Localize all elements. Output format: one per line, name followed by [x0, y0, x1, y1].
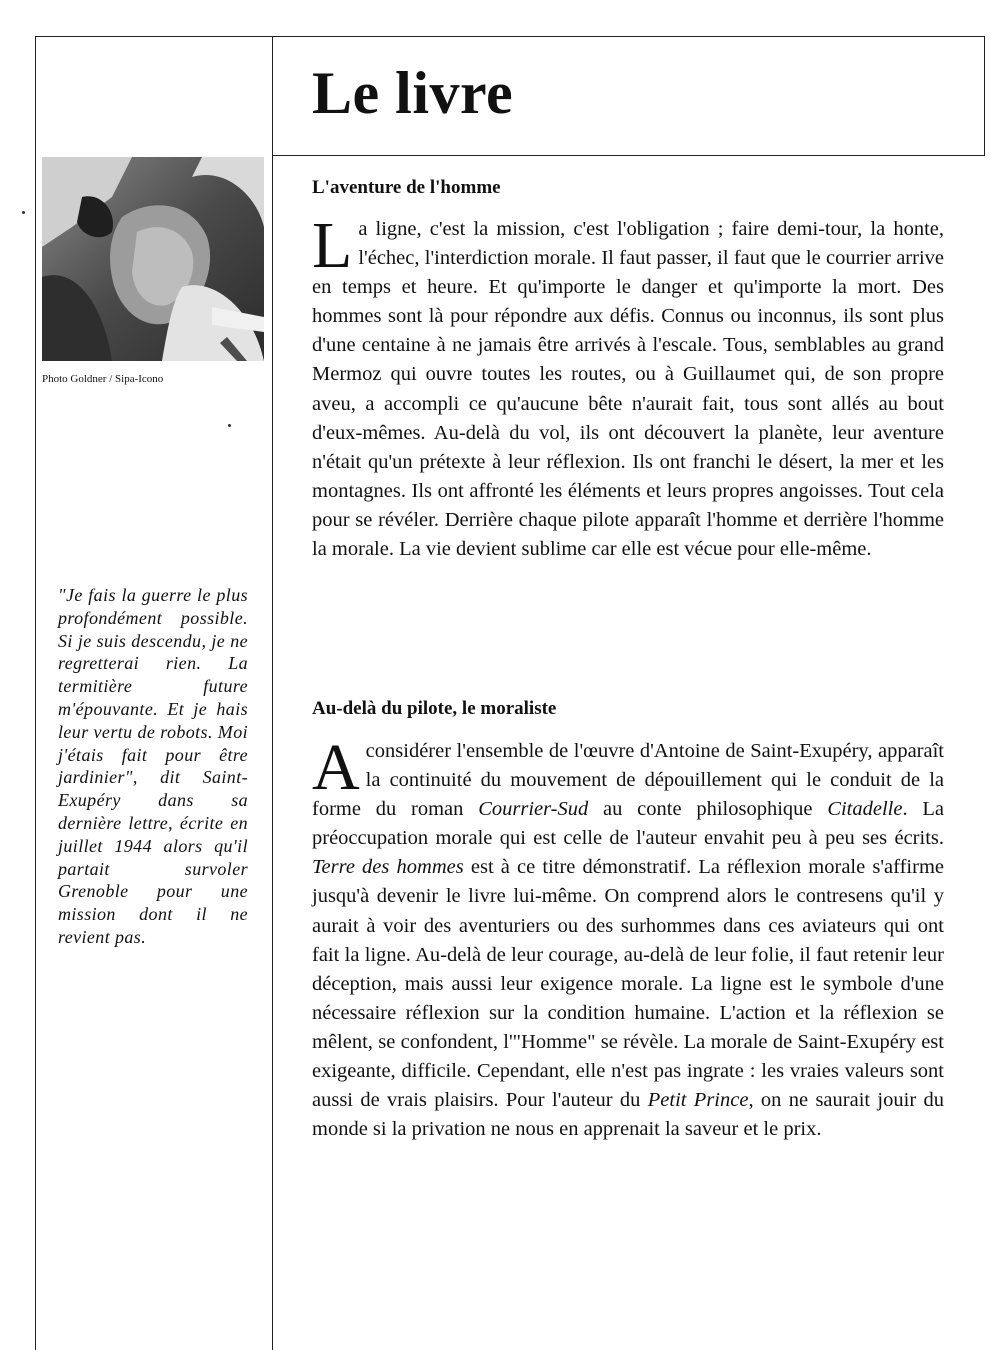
decorative-dot: [228, 424, 231, 427]
book-title-courrier-sud: Courrier-Sud: [478, 798, 589, 821]
page-title: Le livre: [312, 60, 514, 126]
frame-right-rule: [984, 36, 985, 156]
body-text: a ligne, c'est la mission, c'est l'obligation ; faire demi-tour, la honte, l'échec, l'interdiction morale. Il faut passer, il faut que le courrier arrive en temps et heure. Et qu'importe le danger et qu'importe la mort. Des hommes sont là pour répondre aux défis. Connus ou inconnus, ils sont plus d'une centaine à ne jamais être arrivés à l'escale. Tous, semblables au grand Mermoz qui ouvre toutes les routes, ou à Guillaumet qui, de son propre aveu, a accompli ce qu'aucune bête n'aurait fait, tous sont allés au bout d'eux-mêmes. Au-delà du vol, ils ont découvert la planète, leur aventure n'était qu'un prétexte à leur réflexion. Ils ont franchi le désert, la mer et les montagnes. Ils ont affronté les éléments et leurs propres angoisses. Tout cela pour se révéler. Derrière chaque pilote apparaît l'homme et derrière l'homme la morale. La vie devient sublime car elle est vécue pour elle-même.: [312, 218, 944, 561]
body-text: est à ce titre démonstratif. La réflexion morale s'affirme jusqu'à devenir le livre lui-même. On comprend alors le contresens qu'il y aurait à voir des aventuriers ou des surhommes dans ces aviateurs qui ont fait la ligne. Au-delà de leur courage, au-delà de leur folie, il faut retenir leur déception, mais aussi leur exigence morale. La ligne est le symbole d'une nécessaire réflexion sur la condition humaine. L'action et la réflexion se mêlent, se confondent, l'"Homme" se révèle. La morale de Saint-Exupéry est exigeante, difficile. Cependant, elle n'est pas ingrate : les vraies valeurs sont aussi de vrais plaisirs. Pour l'auteur du: [312, 856, 944, 1112]
sidebar-quote: "Je fais la guerre le plus profondément possible. Si je suis descendu, je ne regretterai rien. La termitière future m'épouvante. Et je hais leur vertu de robots. Moi j'étais fait pour être jardinier", dit Saint-Exupéry dans sa dernière lettre, écrite en juillet 1944 alors qu'il partait survoler Grenoble pour une mission dont il ne revient pas.: [58, 585, 248, 947]
photo-credit: Photo Goldner / Sipa-Icono: [42, 373, 164, 385]
section-heading-moralist: Au-delà du pilote, le moraliste: [312, 698, 557, 719]
book-title-citadelle: Citadelle: [827, 798, 903, 821]
body-text: au conte philosophique: [588, 798, 828, 821]
section-heading-adventure: L'aventure de l'homme: [312, 177, 501, 198]
drop-cap: A: [312, 731, 360, 804]
author-photo: [42, 157, 264, 361]
author-photo-image: [42, 157, 264, 361]
column-divider: [272, 36, 273, 1350]
body-text: , on ne saurait jouir du monde si la privation ne nous en apprenait la saveur et le prix.: [312, 1089, 944, 1141]
frame-left-rule: [35, 36, 36, 1350]
body-text: . La préoccupation morale qui est celle de l'auteur envahit peu à peu ses écrits.: [312, 798, 944, 850]
frame-top-rule: [35, 36, 985, 37]
title-underline-rule: [272, 155, 985, 156]
book-title-petit-prince: Petit Prince: [647, 1089, 749, 1112]
section-body-moralist: [312, 731, 944, 1144]
book-title-terre-des-hommes: Terre des hommes: [312, 856, 464, 879]
section-body-adventure: [312, 209, 944, 564]
decorative-dot: [22, 211, 25, 214]
body-text: considérer l'ensemble de l'œuvre d'Antoine de Saint-Exupéry, apparaît la continuité du mouvement de dépouillement qui le conduit de la forme du roman: [312, 740, 944, 821]
drop-cap: L: [312, 209, 353, 282]
